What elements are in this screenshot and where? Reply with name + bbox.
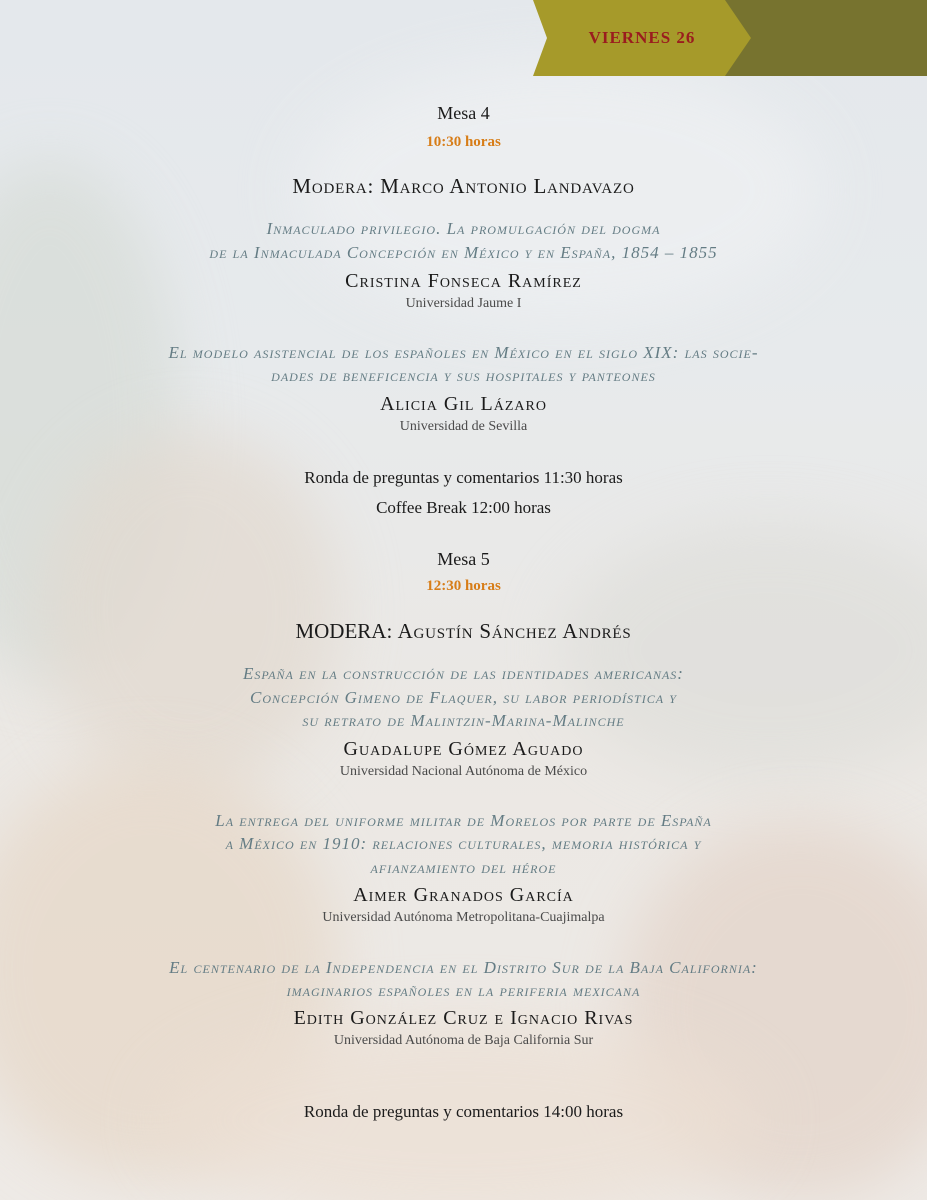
talk-author: Cristina Fonseca Ramírez	[345, 270, 582, 292]
talk-author: Guadalupe Gómez Aguado	[343, 738, 584, 760]
moderator-name: Agustín Sánchez Andrés	[397, 619, 632, 643]
talk-author: Aimer Granados García	[353, 884, 574, 906]
talk-title-line: de la Inmaculada Concepción en México y en España, 1854 – 1855	[209, 243, 718, 262]
talk-institution: Universidad Autónoma de Baja California Sur	[333, 1033, 594, 1048]
day-banner	[533, 0, 927, 76]
mesa-4-title: Mesa 4	[437, 103, 490, 123]
talk-title-line: La entrega del uniforme militar de Morelos por parte de España	[215, 811, 712, 830]
talk-title-line: su retrato de Malintzin-Marina-Malinche	[302, 711, 625, 730]
mesa-5-time: 12:30 horas	[426, 578, 501, 594]
questions-note: Ronda de preguntas y comentarios 14:00 horas	[303, 1102, 624, 1121]
mesa-5-moderator	[0, 619, 927, 644]
talk-institution: Universidad de Sevilla	[399, 419, 528, 434]
day-label: VIERNES 26	[588, 28, 696, 47]
talk-title-line: afianzamiento del héroe	[370, 858, 557, 877]
moderator-prefix: MODERA:	[295, 619, 398, 643]
talk-title-line: Inmaculado privilegio. La promulgación del dogma	[266, 219, 661, 238]
talk-institution: Universidad Nacional Autónoma de México	[339, 764, 588, 779]
mesa-4-time: 10:30 horas	[426, 134, 501, 150]
talk-title-line: España en la construcción de las identidades americanas:	[243, 664, 684, 683]
talk-title-line: a México en 1910: relaciones culturales, memoria histórica y	[225, 834, 702, 853]
talk-author: Alicia Gil Lázaro	[380, 393, 547, 415]
talk-title-line: dades de beneficencia y sus hospitales y panteones	[271, 366, 656, 385]
talk-title-line: imaginarios españoles en la periferia mexicana	[286, 981, 641, 1000]
coffee-break-note: Coffee Break 12:00 horas	[376, 498, 551, 517]
talk-institution: Universidad Jaume I	[405, 296, 522, 311]
talk-author: Edith González Cruz e Ignacio Rivas	[293, 1007, 634, 1029]
questions-note: Ronda de preguntas y comentarios 11:30 horas	[304, 468, 623, 487]
talk-title-line: El modelo asistencial de los españoles en México en el siglo XIX: las socie-	[168, 343, 759, 362]
talk-institution: Universidad Autónoma Metropolitana-Cuajimalpa	[322, 910, 605, 925]
mesa-4-moderator: Modera: Marco Antonio Landavazo	[292, 174, 635, 198]
mesa-5-title: Mesa 5	[437, 549, 490, 569]
talk-title-line: Concepción Gimeno de Flaquer, su labor periodística y	[250, 688, 677, 707]
talk-title-line: El centenario de la Independencia en el Distrito Sur de la Baja California:	[169, 958, 758, 977]
